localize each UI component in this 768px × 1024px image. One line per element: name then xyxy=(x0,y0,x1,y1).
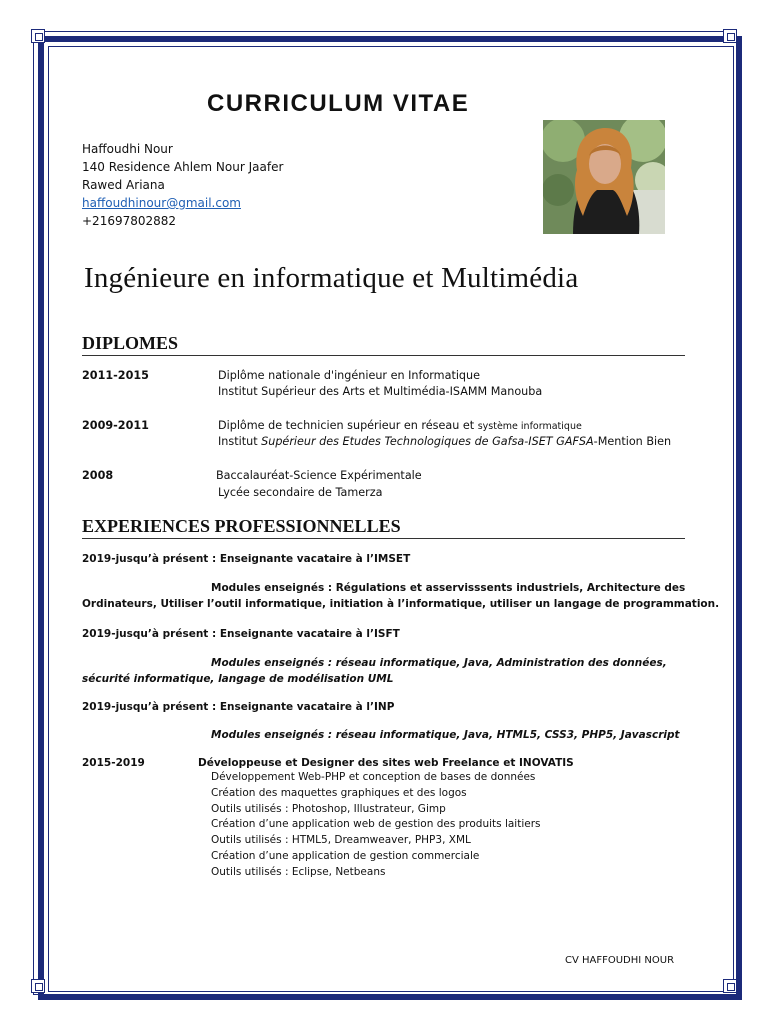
contact-address-1: 140 Residence Ahlem Nour Jaafer xyxy=(82,160,284,174)
experience-detail-line: Création des maquettes graphiques et des logos xyxy=(211,786,467,799)
page-footer: CV HAFFOUDHI NOUR xyxy=(565,955,675,966)
corner-ornament xyxy=(723,979,737,993)
experience-detail-line: Création d’une application web de gestion des produits laitiers xyxy=(211,818,541,831)
cv-title: CURRICULUM VITAE xyxy=(207,90,470,117)
diploma-year: 2009-2011 xyxy=(82,419,149,432)
experience-detail-line: Outils utilisés : Photoshop, Illustrateur, Gimp xyxy=(211,802,446,815)
experience-modules: Ordinateurs, Utiliser l’outil informatique, initiation à l’informatique, utiliser un langage de programmation. xyxy=(82,598,720,610)
profile-photo-image xyxy=(543,120,665,234)
contact-block xyxy=(82,140,283,230)
diploma-year: 2008 xyxy=(82,469,114,482)
experience-modules: sécurité informatique, langage de modélisation UML xyxy=(82,673,394,685)
corner-ornament xyxy=(31,29,45,43)
diploma-institution: Lycée secondaire de Tamerza xyxy=(218,486,383,499)
section-title-experiences: EXPERIENCES PROFESSIONNELLES xyxy=(82,516,685,539)
diploma-institution xyxy=(218,434,671,450)
diploma-institution: Institut Supérieur des Arts et Multimédia-ISAMM Manouba xyxy=(218,385,543,398)
experience-modules: Modules enseignés : réseau informatique, Java, HTML5, CSS3, PHP5, Javascript xyxy=(211,729,680,741)
contact-phone: +21697802882 xyxy=(82,214,177,228)
experience-details xyxy=(211,770,541,881)
contact-name: Haffoudhi Nour xyxy=(82,142,173,156)
experience-detail-line: Développement Web-PHP et conception de bases de données xyxy=(211,771,536,783)
experience-heading: 2019-jusqu’à présent : Enseignante vacataire à l’ISFT xyxy=(82,628,400,640)
contact-address-2: Rawed Ariana xyxy=(82,178,165,192)
corner-ornament xyxy=(723,29,737,43)
experience-modules: Modules enseignés : réseau informatique, Java, Administration des données, xyxy=(211,657,667,669)
experience-year: 2015-2019 xyxy=(82,757,145,769)
diploma-title: Diplôme nationale d'ingénieur en Informatique xyxy=(218,369,481,382)
experience-modules: Modules enseignés : Régulations et asservisssents industriels, Architecture des xyxy=(211,582,686,594)
diploma-institution-part: Supérieur des Etudes Technologiques de Gafsa-ISET GAFSA xyxy=(261,435,594,448)
diploma-title: Baccalauréat-Science Expérimentale xyxy=(216,469,422,482)
experience-detail-line: Création d’une application de gestion commerciale xyxy=(211,849,480,862)
experience-heading: 2019-jusqu’à présent : Enseignante vacataire à l’IMSET xyxy=(82,553,411,565)
headline: Ingénieure en informatique et Multimédia xyxy=(84,262,579,294)
experience-heading: Développeuse et Designer des sites web Freelance et INOVATIS xyxy=(198,757,574,769)
diploma-institution-part: Institut xyxy=(218,435,262,448)
profile-photo xyxy=(543,120,665,234)
diploma-title-part: système informatique xyxy=(477,421,582,432)
diploma-title-part: Diplôme de technicien supérieur en réseau et xyxy=(218,419,478,432)
contact-email-link[interactable]: haffoudhinour@gmail.com xyxy=(82,196,241,210)
experience-detail-line: Outils utilisés : HTML5, Dreamweaver, PHP3, XML xyxy=(211,834,471,847)
corner-ornament xyxy=(31,979,45,993)
diploma-year: 2011-2015 xyxy=(82,369,149,382)
experience-detail-line: Outils utilisés : Eclipse, Netbeans xyxy=(211,865,386,878)
diploma-mention: -Mention Bien xyxy=(593,435,672,448)
section-title-diplomes: DIPLOMES xyxy=(82,333,685,356)
diploma-title xyxy=(218,418,582,435)
experience-heading: 2019-jusqu’à présent : Enseignante vacataire à l’INP xyxy=(82,701,395,713)
